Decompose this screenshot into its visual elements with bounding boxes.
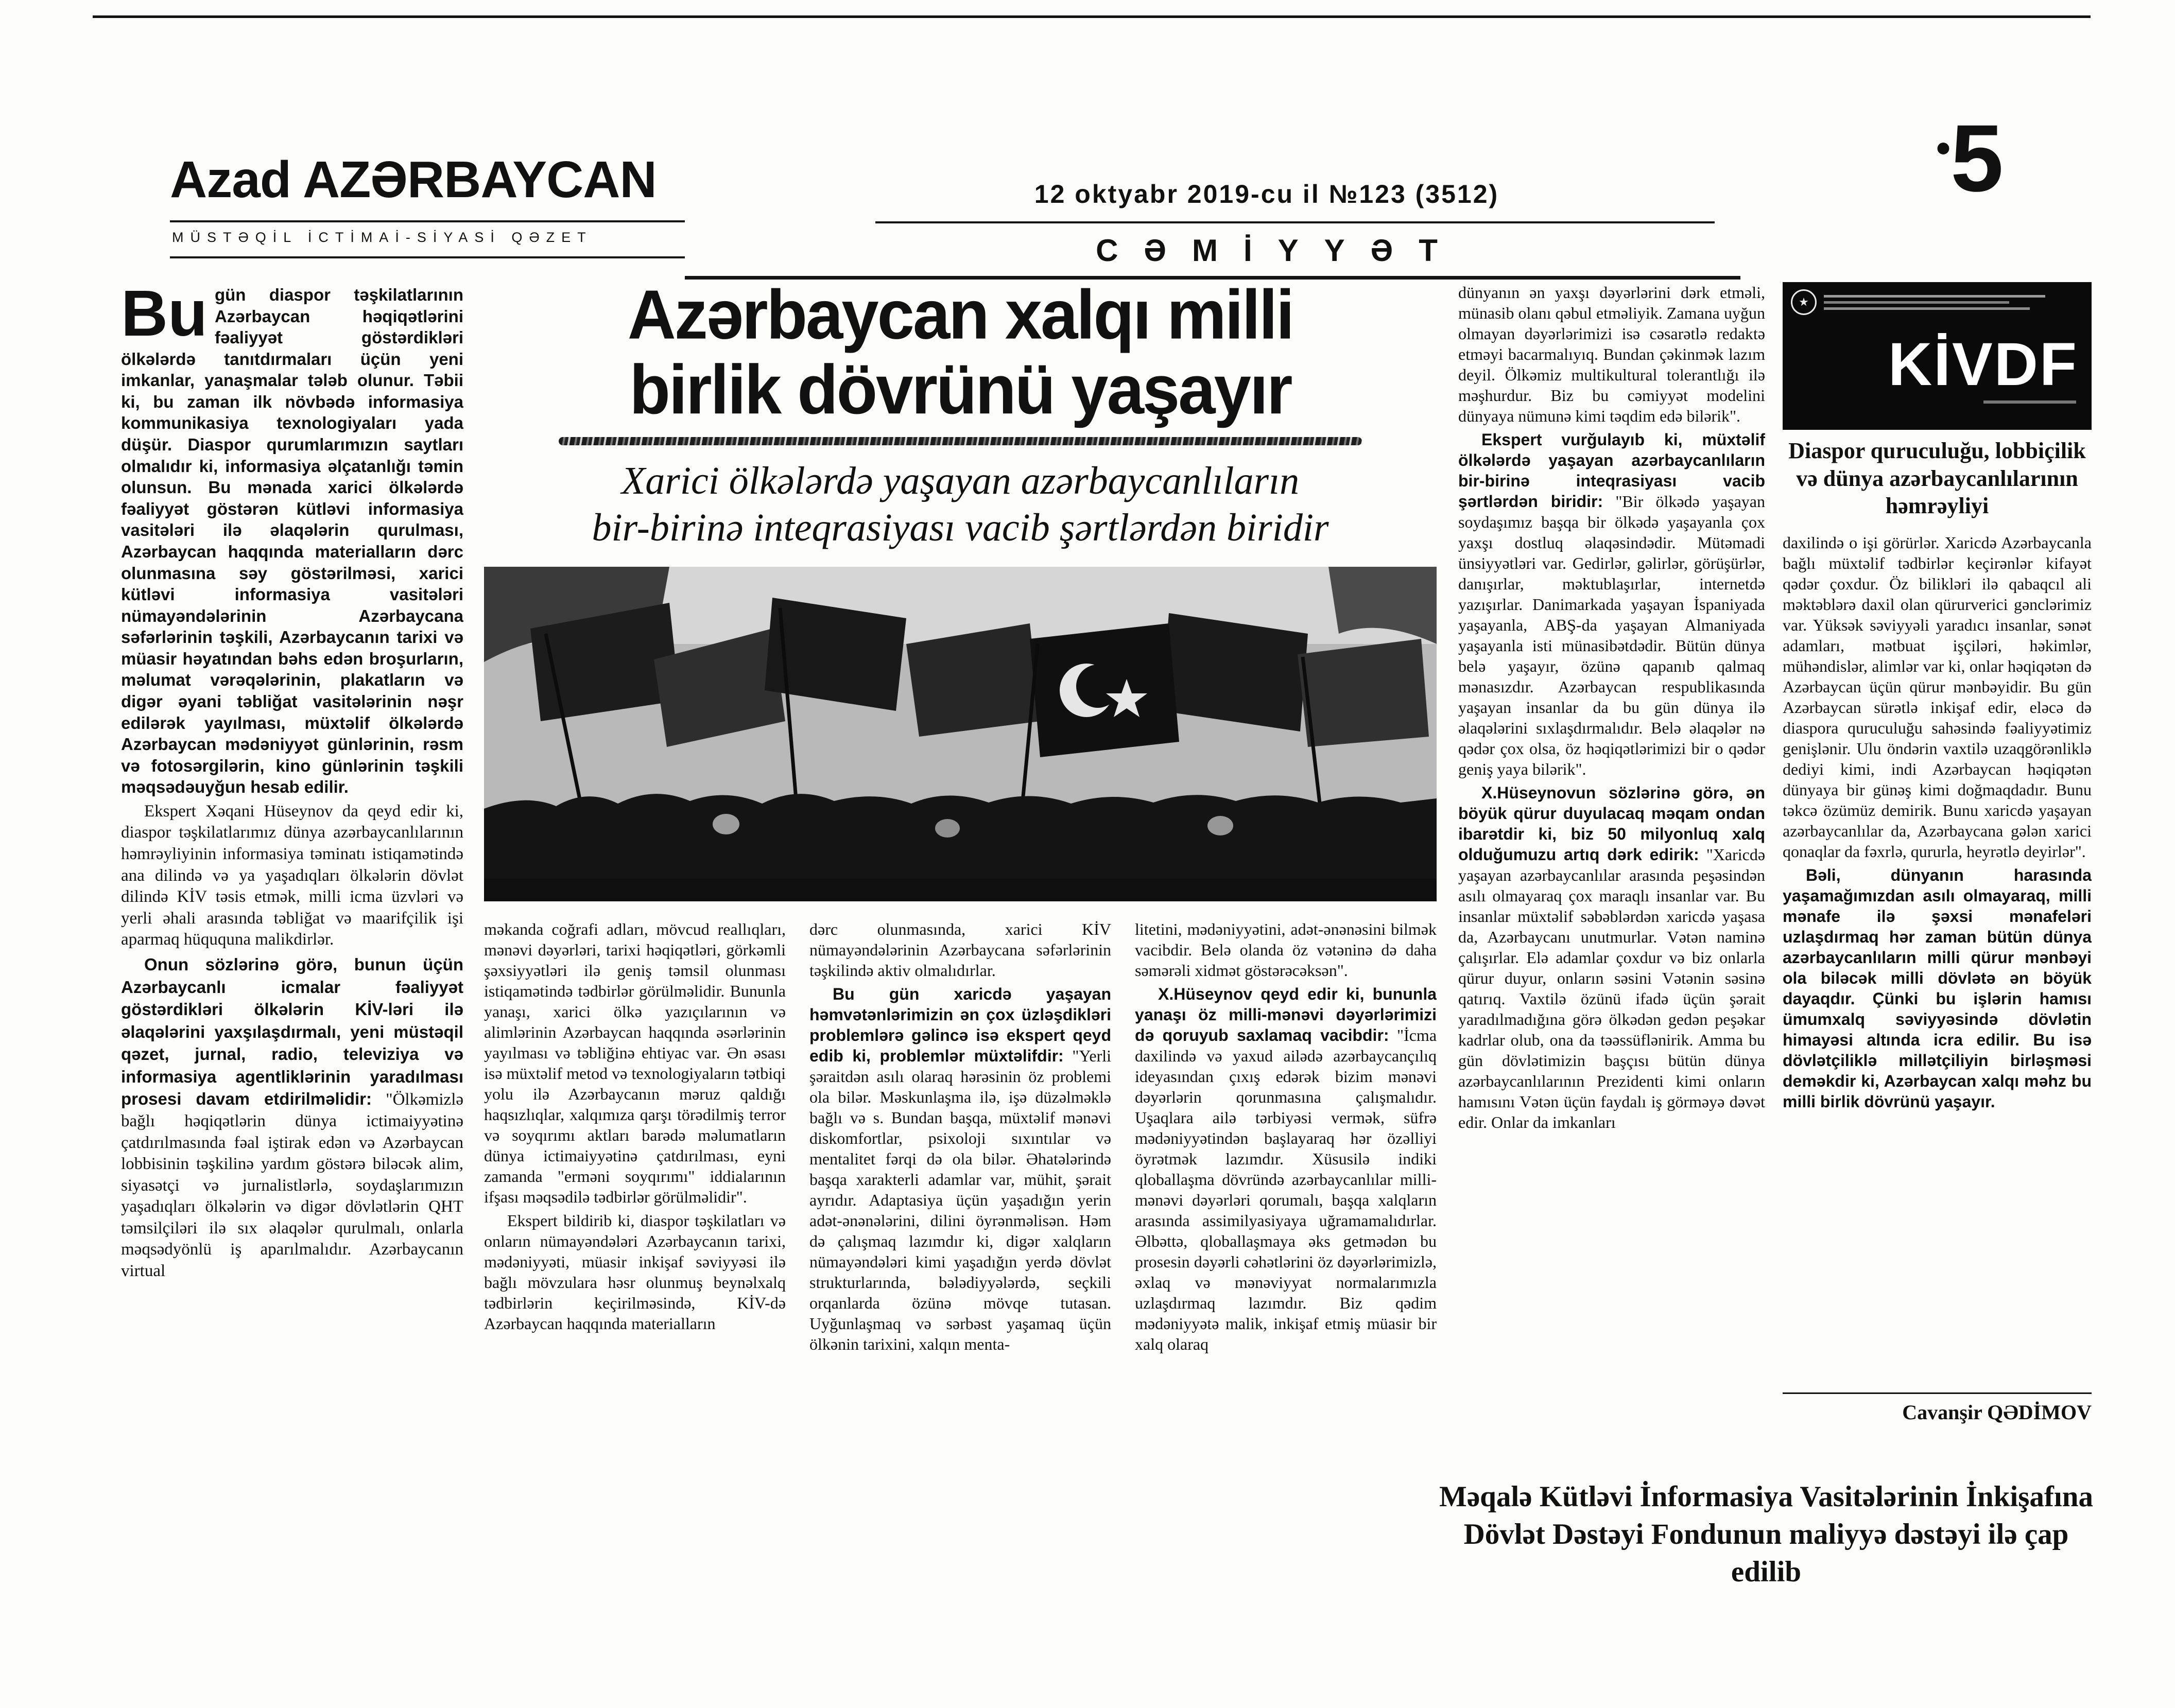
- article-paragraph: Bəli, dünyanın harasında yaşamağımızdan asılı olmayaraq, milli mənafe ilə şəxsi mənafeləri uzlaşdırmaq hər zaman bütün dünya azərbaycanlıların milli qürur mənbəyi ola biləcək milli dövlətə ən böyük dayaqdır. Çünki bu işlərin hamısı ümumxalq səviyyəsində dövlətin himayəsi altında icra edilir. Bu isə dövlətçiliklə millətçiliyin birləşməsi deməkdir ki, Azərbaycan xalqı məhz bu milli birlik dövrünü yaşayır.: [1783, 866, 2092, 1111]
- article-column-6-text: [1783, 532, 2092, 1384]
- article-column-2: [484, 919, 786, 1529]
- kivdf-header-lines: [1824, 295, 2045, 310]
- article-paragraph: X.Hüseynov qeyd edir ki, bununla yanaşı öz milli-mənəvi dəyərlərimizi də qoruyub saxlamaq vacibdir: "İcma daxilində və yaxud ailədə azərbaycançılıq ideyasından çıxış edərək bizim mənəvi dəyərlərin qorunmasına çalışmalıdır. Uşaqlara ailə tərbiyəsi vermək, süfrə mədəniyyətindən başlayaraq hər özəlliyi öyrətmək lazımdır. Xüsusilə indiki qloballaşma dövründə azərbaycanlılar milli-mənəvi dəyərləri qorumalı, başqa xalqların arasında assimilyasiyaya uğramamalıdırlar. Əlbəttə, qloballaşmaya əks getmədən bu prosesin dəyərli cəhətlərini öz dəyərlərimizlə, əxlaq və mənəviyyat normalarımızla uzlaşdırmaq lazımdır. Biz qədim mədəniyyətə malik, inkişaf etmiş müasir bir xalq olaraq: [1135, 985, 1437, 1354]
- article-column-6: [1783, 282, 2092, 1424]
- article-paragraph: dünyanın ən yaxşı dəyərlərini dərk etməli, münasib olanı qəbul etməliyik. Zamana uyğun olmayan dəyərlərimizi isə cəsarətlə redaktə etməyi bacarmalıyıq. Bundan çəkinmək lazım deyil. Ölkəmiz multikultural tolerantlığı ilə məşhurdur. Biz bu cəmiyyət modelini dünyaya nümunə kimi təqdim edə bilərik".: [1458, 283, 1765, 425]
- headline: Azərbaycan xalqı milli birlik dövrünü yaşayır: [627, 275, 1293, 429]
- page-bullet: •: [1936, 125, 1951, 171]
- masthead-title: Azad AZƏRBAYCAN: [170, 151, 657, 208]
- kivdf-caption: Diaspor quruculuğu, lobbiçilik və dünya azərbaycanlılarının həmrəyliyi: [1788, 438, 2086, 519]
- article-column-5: [1458, 282, 1765, 1448]
- section-title: CƏMİYYƏT: [1096, 233, 1463, 268]
- date-rule: [875, 221, 1715, 223]
- headline-divider: [559, 437, 1362, 445]
- article-paragraph: litetini, mədəniyyətini, adət-ənənəsini bilmək vacibdir. Belə olanda öz vətəninə də daha səmərəli xidmət göstərəcəksən".: [1135, 920, 1437, 980]
- article-paragraph: X.Hüseynovun sözlərinə görə, ən böyük qürur duyulacaq məqam ondan ibarətdir ki, biz 50 milyonluq xalq olduğumuzu artıq dərk edirik: "Xaricdə yaşayan azərbaycanlılar arasında peşəsindən asılı olmayaraq çox maraqlı insanlar var. Bu insanlar müxtəlif səbəblərdən xaricdə yaşasa da, Azərbaycanı unutmurlar. Vətən naminə çalışırlar. Elə adamlar çoxdur və biz onlarla qürur duyur, onların səsini Vətənin səsinə qatırıq. Vaxtilə özünü ifadə üçün şərait yaradılmadığına görə ölkədən gedən peşəkar kadrlar olub, ona da təəssüflənirik. Amma bu gün dövlətimizin başçısı bütün dünya azərbaycanlılarının Prezidenti kimi onların hamısını Vətən üçün faydalı iş görməyə dəvət edir. Onlar da imkanları: [1458, 783, 1765, 1131]
- kivdf-header: [1791, 289, 2045, 315]
- kivdf-logo-text: KİVDF: [1888, 330, 2078, 398]
- article-paragraph: dərc olunmasında, xarici KİV nümayəndələrinin Azərbaycana səfərlərinin təşkilində aktiv olmalıdırlar.: [809, 920, 1111, 980]
- footer-note: Məqalə Kütləvi İnformasiya Vasitələrinin İnkişafına Dövlət Dəstəyi Fondunun maliyyə dəstəyi ilə çap edilib: [1439, 1480, 2093, 1588]
- kivdf-logo-box: [1783, 282, 2092, 429]
- subheadline: Xarici ölkələrdə yaşayan azərbaycanlıların bir-birinə inteqrasiyası vacib şərtlərdən biridir: [592, 459, 1329, 549]
- date-line: 12 oktyabr 2019-cu il №123 (3512): [1034, 180, 1499, 208]
- article-photo: [484, 567, 1437, 901]
- masthead-rule-top: [170, 220, 685, 222]
- article-paragraph: Ekspert Xəqani Hüseynov da qeyd edir ki, diaspor təşkilatlarımız dünya azərbaycanlılarının həmrəyliyinin informasiya təminatı istiqamətində ana dilində və ya yaşadıqları ölkələrin dövlət dilində KİV təsis etmək, milli icma üzvləri və yerli əhali arasında təbliğat və maarifçilik işi aparmaq hüququna malikdirlər.: [121, 801, 463, 949]
- article-column-4: [1135, 919, 1437, 1529]
- article-paragraph: Bu gün xaricdə yaşayan həmvətənlərimizin ən çox üzləşdikləri problemlərə gəlincə isə ekspert qeyd edib ki, problemlər müxtəlifdir: "Yerli şəraitdən asılı olaraq hərəsinin öz problemi ola bilər. Məskunlaşma ilə, işə düzəlməklə bağlı və s. Bundan başqa, müxtəlif mənəvi diskomfortlar, psixoloji sıxıntılar və mentalitet fərqi də ola bilər. Əhatələrində başqa xarakterli adamlar var, mühit, şərait ayrıdır. Adaptasiya üçün yaşadığın yerin adət-ənənələrini, dilini öyrənməlisən. Həm də çalışmaq lazımdır ki, digər xalqların nümayəndələri kimi yaşadığın yerdə dövlət strukturlarında, bələdiyyələrdə, seçkili orqanlarda özünə mövqe tutasan. Uyğunlaşmaq və sərbəst yaşamaq üçün ölkənin tarixini, xalqın menta-: [809, 985, 1111, 1354]
- article-center-block: [484, 277, 1437, 1529]
- article-paragraph: Ekspert bildirib ki, diaspor təşkilatları və onların nümayəndələri Azərbaycanın tarixi, mədəniyyəti, müasir inkişaf səviyyəsi ilə bağlı mövzulara həsr olunmuş beynəlxalq tədbirlərin keçirilməsində, KİV-də Azərbaycan haqqında materialların: [484, 1211, 786, 1333]
- article-column-1: [121, 284, 463, 1571]
- article-bottom-columns: [484, 919, 1437, 1529]
- page-number: •5: [1936, 106, 2004, 212]
- article-paragraph: Ekspert vurğulayıb ki, müxtəlif ölkələrdə yaşayan azərbaycanlıların bir-birinə inteqrasiyası vacib şərtlərdən biridir: "Bir ölkədə yaşayan soydaşımız başqa bir ölkədə yaşayanla çox yaxşı dostluq əlaqəsindədir. Mütəmadi ünsiyyətləri var. Gedirlər, gəlirlər, görüşürlər, danışırlar, məktublaşırlar, internetdə yazışırlar. Danimarkada yaşayan İspaniyada yaşayanla, ABŞ-da yaşayan Almaniyada yaşayanla isti münasibətdədir. Bütün dünya belə yaşayır, özünə qapanıb qalmaq mənasızdır. Azərbaycan respublikasında yaşayan insanlar da bu gün dünya ilə əlaqələrini sıxlaşdırmalıdır. Belə əlaqələr nə qədər çox olsa, öz həqiqətlərimizi bir o qədər geniş yaya bilərik".: [1458, 430, 1765, 778]
- kivdf-url-line: [1983, 400, 2076, 404]
- article-column-3: [809, 919, 1111, 1529]
- byline-rule: [1783, 1392, 2092, 1394]
- masthead-subtitle: MÜSTƏQİL İCTİMAİ-SİYASİ QƏZET: [172, 230, 593, 245]
- top-rule: [93, 15, 2091, 18]
- kivdf-emblem-icon: ★: [1791, 289, 1817, 315]
- article-lead-paragraph: Bu gün diaspor təşkilatlarının Azərbaycan həqiqətlərini fəaliyyət göstərdikləri ölkələrdə tanıtdırmaları üçün yeni imkanlar, yanaşmalar tələb olunur. Təbii ki, bu zaman ilk növbədə informasiya kommunikasiya texnologiyaları yada düşür. Diaspor qurumlarımızın saytları olmalıdır ki, informasiya əlçatanlığı təmin olunsun. Bu mənada xarici ölkələrdə fəaliyyət göstərən kütləvi informasiya vasitələri ilə əlaqələrin qurulması, Azərbaycan haqqında materialların dərc olunmasına səy göstərilməsi, xarici kütləvi informasiya vasitələri nümayəndələrinin Azərbaycana səfərlərinin təşkili, Azərbaycanın tarixi və müasir həyatından bəhs edən broşurların, məlumat vərəqələrinin, plakatların və digər əyani təbliğat vasitələrinin nəşr edilərək yayılması, müxtəlif ölkələrdə Azərbaycan mədəniyyət günlərinin, rəsm və fotosərgilərin, kino günlərinin təşkili məqsədəuyğun hesab edilir.: [121, 284, 463, 797]
- article-paragraph: Onun sözlərinə görə, bunun üçün Azərbaycanlı icmalar fəaliyyət göstərdikləri ölkələrin KİV-ləri ilə əlaqələrini yaxşılaşdırmalı, yeni müstəqil qəzet, jurnal, radio, televiziya və informasiya agentliklərinin yaradılması prosesi davam etdirilməlidir: "Ölkəmizlə bağlı həqiqətlərin dünya ictimaiyyətinə çatdırılmasında fəal iştirak edən və Azərbaycan lobbisinin təşkilinə yardım göstərə biləcək alim, siyasətçi və jurnalistlərlə, soydaşlarımızın yaşadıqları ölkələrin və digər dövlətlərin QHT təmsilçiləri ilə sıx əlaqələr qurulmalı, onlarla məqsədyönlü iş aparılmalıdır. Azərbaycanın virtual: [121, 954, 463, 1281]
- byline: Cavanşir QƏDİMOV: [1902, 1401, 2092, 1424]
- article-paragraph: daxilində o işi görürlər. Xaricdə Azərbaycanla bağlı müxtəlif tədbirlər keçirənlər kifayət qədər çoxdur. Öz bilikləri ilə qabaqcıl ali məktəblərə daxil olan qürurverici gənclərimiz var. Yüksək səviyyəli yaradıcı insanlar, sənət adamları, mətbuat işçiləri, həkimlər, mühəndislər, alimlər var ki, onlar həqiqətən də Azərbaycan üçün qürur mənbəyidir. Bu gün Azərbaycan sürətlə inkişaf edir, eləcə də diaspora quruculuğu sahəsində fəaliyyətimiz genişlənir. Ulu öndərin vaxtilə uzaqgörənliklə dediyi kimi, indi Azərbaycan həqiqətən dünyaya bir günəş kimi doğmaqdadır. Bunu təkcə özümüz demirik. Bunu xaricdə yaşayan azərbaycanlılar da, Azərbaycana gələn xarici qonaqlar da fəxrlə, qururla, heyrətlə deyirlər".: [1783, 533, 2092, 861]
- masthead-rule-bottom: [170, 256, 685, 258]
- article-paragraph: məkanda coğrafi adları, mövcud reallıqları, mənəvi dəyərləri, tarixi həqiqətləri, görkəmli şəxsiyyətləri ilə geniş təmsil olunması istiqamətində tədbirlər görülməlidir. Bununla yanaşı, xarici ölkə yazıçılarının və alimlərinin Azərbaycan haqqında əsərlərinin yayılması və təbliğinə ehtiyac var. Ən əsası isə müxtəlif metod və texnologiyaların tətbiqi yolu ilə Azərbaycanın məruz qaldığı haqsızlıqlar, xalqımıza qarşı törədilmiş terror və soyqırımı aktları barədə məlumatların dünya ictimaiyyətinə çatdırılması, eyni zamanda "erməni soyqırımı" iddialarının ifşası məqsədilə tədbirlər görülməlidir".: [484, 920, 786, 1207]
- dropcap: Bu: [121, 284, 208, 350]
